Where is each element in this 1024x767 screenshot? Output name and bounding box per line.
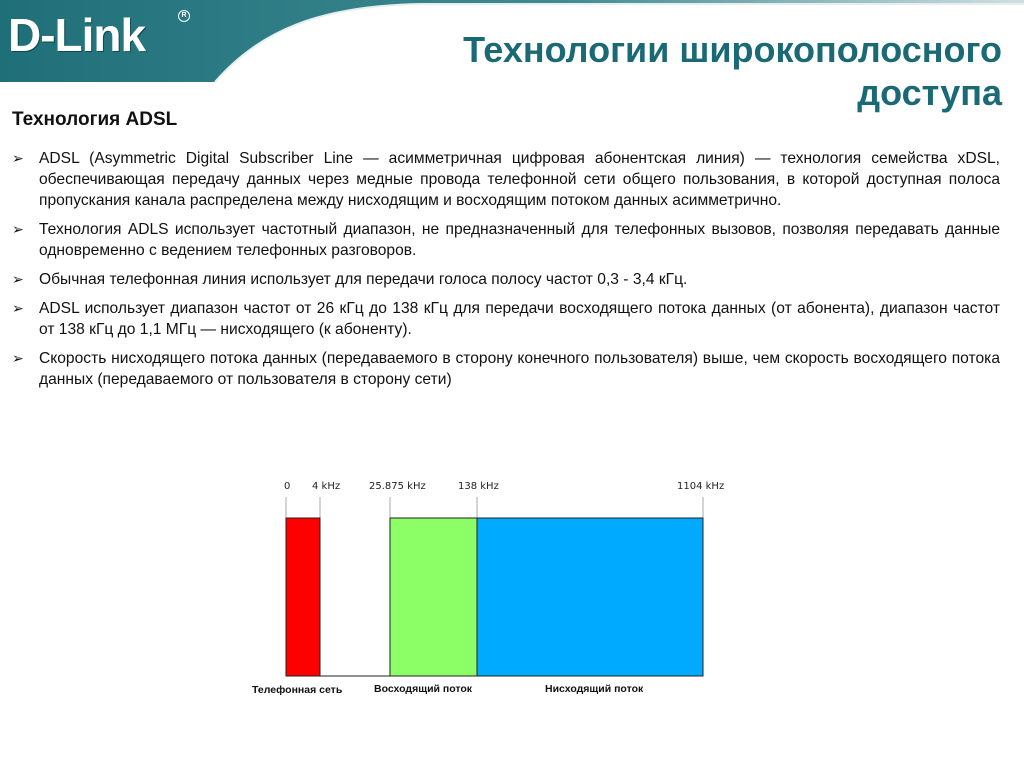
band-label-upstream: Восходящий поток (374, 683, 473, 695)
band-bar-upstream (390, 518, 477, 676)
dlink-logo: D-Link (8, 9, 146, 61)
arrow-bullet-icon: ➢ (12, 300, 24, 316)
page-title-line-2: доступа (857, 72, 1002, 113)
band-label-telephone: Телефонная сеть (252, 684, 343, 696)
bullet-item (12, 298, 1000, 340)
section-subtitle: Технология ADSL (12, 109, 178, 130)
bullet-text: Технология ADLS использует частотный диапазон, не предназначенный для телефонных вызовов, позволяя передавать данные одновременно с ведением телефонных разговоров. (39, 221, 1000, 259)
bullet-text: Скорость нисходящего потока данных (передаваемого в сторону конечного пользователя) выше, чем скорость восходящего потока данных (передаваемого от пользователя в сторону сети) (39, 350, 1000, 388)
arrow-bullet-icon: ➢ (12, 350, 24, 366)
bullet-list (12, 148, 1000, 398)
bullet-item (12, 148, 1000, 211)
tick-label-0: 0 (284, 481, 291, 492)
tick-label-138khz: 138 kHz (458, 481, 499, 492)
tick-label-4khz: 4 kHz (312, 481, 341, 492)
tick-label-25-875khz: 25.875 kHz (369, 481, 426, 492)
bullet-item (12, 269, 1000, 290)
bullet-item (12, 219, 1000, 261)
arrow-bullet-icon: ➢ (12, 221, 24, 237)
bullet-text: Обычная телефонная линия использует для передачи голоса полосу частот 0,3 - 3,4 кГц. (39, 271, 688, 288)
band-bar-telephone (286, 518, 320, 676)
band-label-downstream: Нисходящий поток (545, 683, 644, 695)
frequency-band-chart (240, 470, 760, 700)
band-bar-downstream (477, 518, 703, 676)
bullet-item (12, 348, 1000, 390)
bullet-text: ADSL (Asymmetric Digital Subscriber Line — асимметричная цифровая абонентская линия) — технология семейства xDSL, обеспечивающая передачу данных через медные провода телефонной сети общего пользования, в которой доступная полоса пропускания канала распределена между нисходящим и восходящим потоком данных асимметрично. (39, 150, 1000, 209)
page-title (362, 28, 1002, 114)
bullet-text: ADSL использует диапазон частот от 26 кГц до 138 кГц для передачи восходящего потока данных (от абонента), диапазон частот от 138 кГц до 1,1 МГц — нисходящего (к абоненту). (39, 300, 1000, 338)
tick-label-1104khz: 1104 kHz (677, 481, 725, 492)
arrow-bullet-icon: ➢ (12, 271, 24, 287)
page-title-line-1: Технологии широкополосного (463, 29, 1002, 70)
arrow-bullet-icon: ➢ (12, 150, 24, 166)
registered-mark-icon: R (178, 10, 190, 22)
